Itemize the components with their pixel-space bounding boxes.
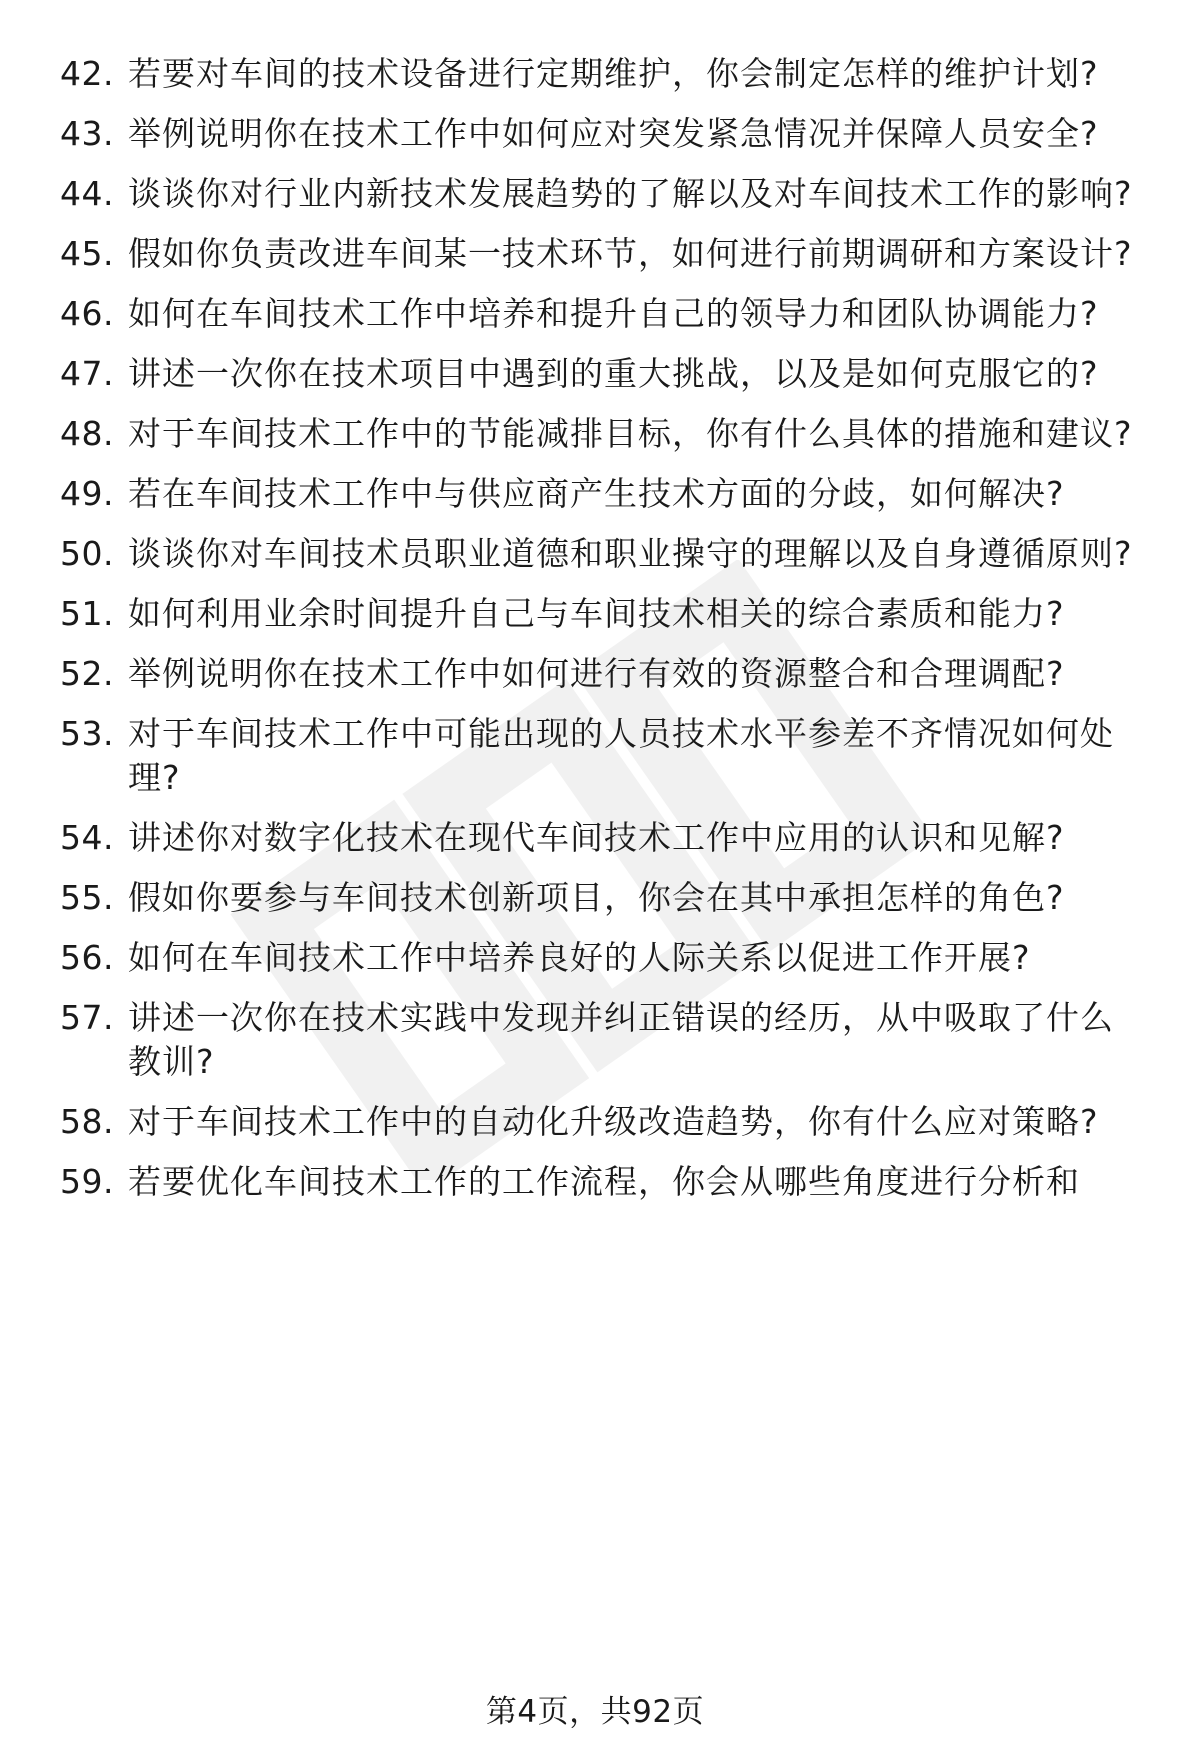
question-item — [0, 532, 1190, 576]
question-item — [0, 472, 1190, 516]
question-item — [0, 816, 1190, 860]
question-number: 43. — [60, 114, 114, 153]
question-number: 52. — [60, 654, 114, 693]
question-text: 对于车间技术工作中的自动化升级改造趋势，你有什么应对策略? — [128, 1102, 1099, 1141]
question-number: 42. — [60, 54, 114, 93]
question-number: 48. — [60, 414, 114, 453]
question-number: 44. — [60, 174, 114, 213]
question-number: 49. — [60, 474, 114, 513]
question-item — [0, 1160, 1190, 1204]
question-number: 59. — [60, 1162, 114, 1201]
question-item — [0, 292, 1190, 336]
question-item — [0, 876, 1190, 920]
question-item — [0, 1100, 1190, 1144]
question-text: 谈谈你对车间技术员职业道德和职业操守的理解以及自身遵循原则? — [128, 534, 1133, 573]
question-number: 57. — [60, 998, 114, 1037]
question-text: 对于车间技术工作中可能出现的人员技术水平参差不齐情况如何处理? — [128, 714, 1114, 797]
question-item — [0, 936, 1190, 980]
question-text: 若要对车间的技术设备进行定期维护，你会制定怎样的维护计划? — [128, 54, 1099, 93]
question-text: 若在车间技术工作中与供应商产生技术方面的分歧，如何解决? — [128, 474, 1065, 513]
question-item — [0, 172, 1190, 216]
question-number: 45. — [60, 234, 114, 273]
question-item — [0, 592, 1190, 636]
question-number: 58. — [60, 1102, 114, 1141]
question-text: 若要优化车间技术工作的工作流程，你会从哪些角度进行分析和 — [128, 1162, 1080, 1201]
question-text: 谈谈你对行业内新技术发展趋势的了解以及对车间技术工作的影响? — [128, 174, 1133, 213]
question-item — [0, 232, 1190, 276]
page-number-footer: 第4页，共92页 — [485, 1694, 705, 1730]
question-item — [0, 996, 1190, 1084]
question-text: 对于车间技术工作中的节能减排目标，你有什么具体的措施和建议? — [128, 414, 1133, 453]
question-item — [0, 712, 1190, 800]
question-number: 46. — [60, 294, 114, 333]
question-text: 讲述一次你在技术实践中发现并纠正错误的经历，从中吸取了什么教训? — [128, 998, 1114, 1081]
question-item — [0, 652, 1190, 696]
question-text: 假如你要参与车间技术创新项目，你会在其中承担怎样的角色? — [128, 878, 1065, 917]
question-item — [0, 412, 1190, 456]
question-number: 50. — [60, 534, 114, 573]
question-text: 如何在车间技术工作中培养良好的人际关系以促进工作开展? — [128, 938, 1031, 977]
question-text: 如何利用业余时间提升自己与车间技术相关的综合素质和能力? — [128, 594, 1065, 633]
question-item — [0, 52, 1190, 96]
question-number: 47. — [60, 354, 114, 393]
question-number: 54. — [60, 818, 114, 857]
question-list — [0, 52, 1190, 1220]
question-item — [0, 352, 1190, 396]
question-text: 举例说明你在技术工作中如何应对突发紧急情况并保障人员安全? — [128, 114, 1099, 153]
question-item — [0, 112, 1190, 156]
question-number: 51. — [60, 594, 114, 633]
question-number: 55. — [60, 878, 114, 917]
question-number: 56. — [60, 938, 114, 977]
question-text: 举例说明你在技术工作中如何进行有效的资源整合和合理调配? — [128, 654, 1065, 693]
question-text: 假如你负责改进车间某一技术环节，如何进行前期调研和方案设计? — [128, 234, 1133, 273]
question-text: 如何在车间技术工作中培养和提升自己的领导力和团队协调能力? — [128, 294, 1099, 333]
question-number: 53. — [60, 714, 114, 753]
question-text: 讲述一次你在技术项目中遇到的重大挑战，以及是如何克服它的? — [128, 354, 1099, 393]
question-text: 讲述你对数字化技术在现代车间技术工作中应用的认识和见解? — [128, 818, 1065, 857]
